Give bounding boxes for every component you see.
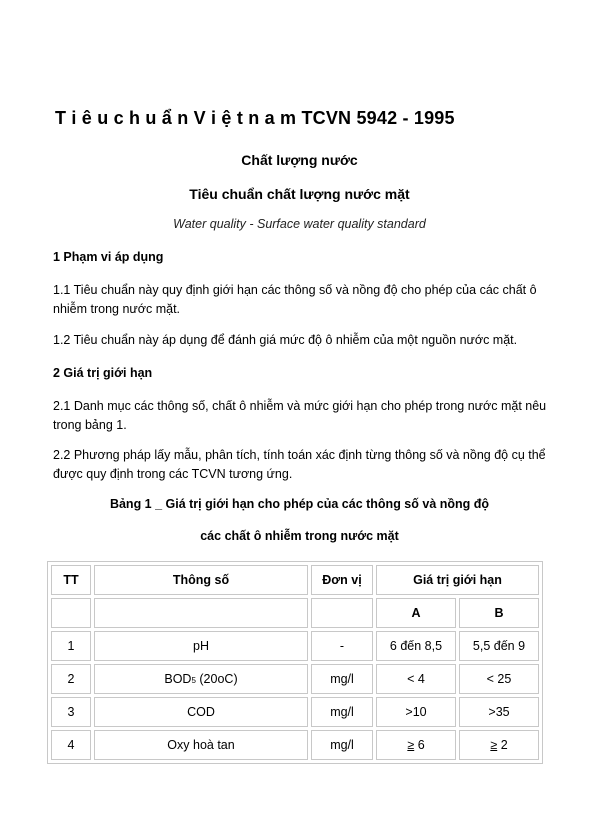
row-parameter: Oxy hoà tan <box>94 730 308 760</box>
value-text: 6 <box>414 738 425 752</box>
header-tt: TT <box>51 565 91 595</box>
header-column-b: B <box>459 598 539 628</box>
value-text: 2 <box>497 738 508 752</box>
row-value-a <box>376 730 456 760</box>
table-header-row <box>51 565 539 595</box>
header-limit-value: Giá trị giới hạn <box>376 565 539 595</box>
row-value-a: >10 <box>376 697 456 727</box>
paragraph-1-1: 1.1 Tiêu chuẩn này quy định giới hạn các thông số và nồng độ cho phép của các chất ô nhiễm trong nước mặt. <box>53 283 537 316</box>
paragraph-2-1: 2.1 Danh mục các thông số, chất ô nhiễm và mức giới hạn cho phép trong nước mặt nêu trong bảng 1. <box>53 399 547 432</box>
row-value-a: 6 đến 8,5 <box>376 631 456 661</box>
header-column-a: A <box>376 598 456 628</box>
paragraph-1-2: 1.2 Tiêu chuẩn này áp dụng để đánh giá mức độ ô nhiễm của một nguồn nước mặt. <box>53 333 518 347</box>
section-2-title: 2 Giá trị giới hạn <box>53 366 153 380</box>
greater-equal-symbol: ≥ <box>407 738 415 752</box>
row-tt: 2 <box>51 664 91 694</box>
row-unit: - <box>311 631 373 661</box>
document-title: T i ê u c h u ẩ n V i ệ t n a m TCVN 5942 - 1995 <box>55 108 455 128</box>
parameter-subscript: 5 <box>191 676 196 685</box>
paragraph-2-2: 2.2 Phương pháp lấy mẫu, phân tích, tính toán xác định từng thông số và nồng độ cụ thể được quy định trong các TCVN tương ứng. <box>53 448 546 481</box>
english-title: Water quality - Surface water quality standard <box>173 217 426 231</box>
row-tt: 1 <box>51 631 91 661</box>
table-caption: Bảng 1 _ Giá trị giới hạn cho phép của các thông số và nồng độ <box>109 497 490 511</box>
table-row <box>51 697 539 727</box>
table-row <box>51 730 539 760</box>
parameter-suffix: (20oC) <box>195 672 238 686</box>
header-parameter: Thông số <box>94 565 308 595</box>
row-unit: mg/l <box>311 697 373 727</box>
header-unit: Đơn vị <box>311 565 373 595</box>
table-row <box>51 664 539 694</box>
table-row <box>51 631 539 661</box>
limits-table <box>47 561 543 764</box>
greater-equal-symbol: ≥ <box>490 738 498 752</box>
table-caption-line-2: các chất ô nhiễm trong nước mặt <box>200 529 399 543</box>
parameter-name: BOD <box>164 672 192 686</box>
empty-cell <box>94 598 308 628</box>
section-1-title: 1 Phạm vi áp dụng <box>53 250 164 264</box>
row-parameter: pH <box>94 631 308 661</box>
table-subheader-row <box>51 598 539 628</box>
row-unit: mg/l <box>311 664 373 694</box>
row-unit: mg/l <box>311 730 373 760</box>
row-value-b <box>459 730 539 760</box>
heading-water-quality: Chất lượng nước <box>241 152 358 168</box>
row-parameter <box>94 664 308 694</box>
row-value-b: < 25 <box>459 664 539 694</box>
row-value-b: 5,5 đến 9 <box>459 631 539 661</box>
empty-cell <box>311 598 373 628</box>
row-value-a: < 4 <box>376 664 456 694</box>
row-value-b: >35 <box>459 697 539 727</box>
empty-cell <box>51 598 91 628</box>
heading-surface-water-standard: Tiêu chuẩn chất lượng nước mặt <box>189 186 410 202</box>
row-parameter: COD <box>94 697 308 727</box>
row-tt: 4 <box>51 730 91 760</box>
row-tt: 3 <box>51 697 91 727</box>
